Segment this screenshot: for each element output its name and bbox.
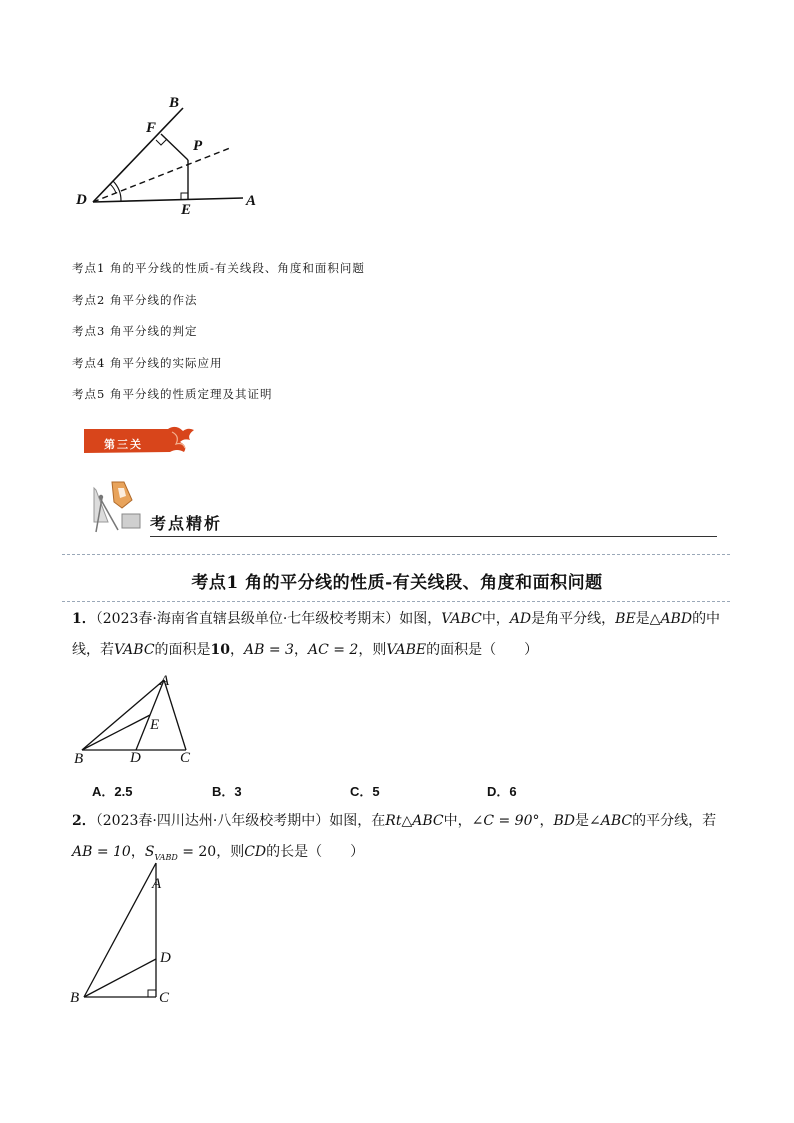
question-number: 1． — [72, 611, 96, 627]
math-term: AB = 10 — [72, 844, 131, 860]
math-term: S — [144, 844, 155, 860]
divider-top — [62, 554, 730, 555]
segment-pf — [161, 134, 188, 160]
math-subscript: VABD — [154, 852, 178, 862]
q2-label-d: D — [160, 950, 171, 966]
ray-db — [93, 108, 183, 202]
question-1 — [72, 604, 732, 666]
ray-da — [93, 198, 243, 202]
math-term: Rt△ABC — [385, 813, 444, 829]
divider-bottom — [62, 601, 730, 602]
section-title: 考点1 角的平分线的性质-有关线段、角度和面积问题 — [191, 573, 603, 593]
question-text: 中， — [481, 611, 510, 627]
question-source: （2023春·四川达州·八年级校考期中） — [95, 813, 330, 829]
math-term: △ABD — [649, 611, 693, 627]
q2-label-a: A — [152, 876, 162, 892]
math-term: BE — [615, 611, 636, 627]
question-text: ， — [539, 813, 554, 829]
question-text: 的平分线，若 — [632, 813, 717, 829]
question-source: （2023春·海南省直辖县级单位·七年级校考期末） — [95, 611, 400, 627]
question-text: 是 — [635, 611, 650, 627]
question-text: ， — [230, 642, 245, 658]
option-a[interactable]: A．2.5 — [92, 784, 133, 799]
question-text: 线，若 — [72, 642, 114, 658]
right-angle-f — [156, 139, 167, 145]
angle-arc-inner — [110, 184, 116, 193]
option-c[interactable]: C．5 — [350, 784, 380, 799]
topic-item: 考点4 角平分线的实际应用 — [72, 355, 223, 370]
label-b: B — [169, 95, 180, 111]
banner-label: 第三关 — [104, 438, 143, 451]
question-text: ，则 — [358, 642, 387, 658]
q1-label-a: A — [160, 673, 170, 689]
question-text: ， — [293, 642, 308, 658]
math-term: VABC — [114, 642, 155, 658]
heading-underline — [150, 536, 717, 537]
topic-list — [72, 253, 365, 411]
label-a: A — [246, 193, 257, 209]
topic-item: 考点1 角的平分线的性质-有关线段、角度和面积问题 — [72, 261, 365, 275]
label-e: E — [181, 202, 192, 218]
topic-item: 考点2 角平分线的作法 — [72, 292, 198, 307]
question-text: 的面积是 — [154, 642, 211, 658]
math-term: ∠C = 90° — [471, 813, 540, 829]
math-term: BD — [553, 813, 575, 829]
question-text: 如图，在 — [329, 813, 386, 829]
topic-item: 考点3 角平分线的判定 — [72, 324, 198, 338]
math-term: AD — [509, 611, 532, 627]
q2-label-c: C — [159, 990, 170, 1006]
question-text: 的面积是（ ） — [426, 642, 539, 658]
question-text: 是角平分线， — [531, 611, 616, 627]
question-text: ， — [130, 844, 145, 860]
question-text: 中， — [443, 813, 472, 829]
math-term: VABC — [441, 611, 482, 627]
topic-item: 考点5 角平分线的性质定理及其证明 — [72, 387, 273, 401]
label-d: D — [76, 192, 87, 208]
section-heading: 考点精析 — [150, 514, 223, 533]
question-text: ，则 — [216, 844, 245, 860]
bisector-dp — [93, 148, 230, 202]
math-term: CD — [244, 844, 267, 860]
option-b[interactable]: B．3 — [212, 784, 242, 799]
option-d[interactable]: D．6 — [487, 784, 517, 799]
q1-label-b: B — [74, 751, 84, 767]
math-term: AC = 2 — [307, 642, 359, 658]
q1-label-e: E — [150, 717, 160, 733]
math-term: VABE — [386, 642, 427, 658]
q1-label-c: C — [180, 750, 191, 766]
question-text: 是 — [575, 813, 589, 829]
q2-label-b: B — [70, 990, 80, 1006]
angle-arc — [113, 181, 121, 201]
right-angle-e — [181, 193, 188, 199]
math-term: ∠ABC — [589, 813, 633, 829]
label-f: F — [146, 120, 157, 136]
question-text: 的长是（ ） — [266, 844, 365, 860]
math-term: AB = 3 — [244, 642, 294, 658]
label-p: P — [193, 138, 203, 154]
question-text: 如图， — [399, 611, 442, 627]
math-value: 10 — [210, 642, 231, 658]
math-term: = 20 — [177, 844, 217, 860]
question-number: 2． — [72, 813, 96, 829]
question-text: 的中 — [692, 611, 721, 627]
geometry-tools-icon — [88, 478, 150, 536]
q1-label-d: D — [130, 750, 141, 766]
